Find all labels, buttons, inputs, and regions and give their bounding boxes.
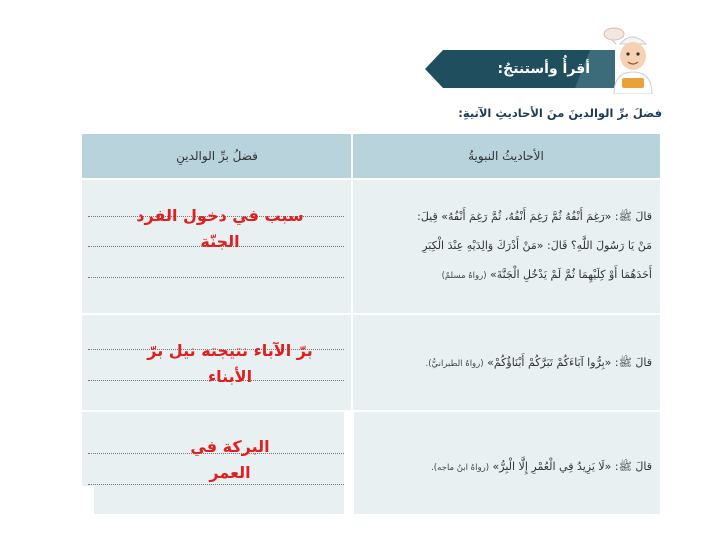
page-gap [344, 410, 354, 514]
header-virtue: فضلُ برِّ الوالدينِ [176, 149, 258, 163]
hadith-line: قالَ ﷺ: «رَغِمَ أَنْفُهُ ثُمَّ رَغِمَ أَنْفُهُ، ثُمَّ رَغِمَ أَنْفُهُ» قِيلَ: [417, 210, 652, 223]
header-hadith: الأحاديثُ النبويةُ [468, 149, 544, 163]
section-title: أقرأُ وأستنتجُ: [497, 61, 590, 77]
answer-text: برّ الآباء نتيجته نيل برّ الأبناء [147, 341, 313, 386]
instruction-text: فضلَ برِّ الوالدينَ منَ الأحاديثِ الآتيةِ: [458, 106, 662, 120]
row-divider [82, 313, 660, 315]
row-divider [82, 178, 660, 180]
answer-line [88, 277, 344, 278]
hadith-line [356, 260, 652, 291]
answer-text: البركة في العمر [190, 437, 270, 482]
hadith-line-text: أَحَدَهُمَا أَوْ كِلَيْهِمَا ثُمَّ لَمْ يَدْخُلِ الْجَنَّةَ» [490, 268, 652, 281]
hadith-text [356, 202, 652, 291]
hadith-line [356, 348, 652, 379]
row-divider [82, 410, 660, 412]
hadith-source: (رواهُ ابنُ ماجه). [431, 463, 490, 473]
hadith-text [356, 348, 652, 379]
hadith-line-text: قالَ ﷺ: «لَا يَزِيدُ فِي الْعُمْرِ إِلَّا الْبِرُّ» [492, 460, 652, 473]
answer-text: سبب في دخول الفرد الجنّة [136, 206, 304, 251]
hadith-line: مَنْ يَا رَسُولَ اللَّهِ؟ قَالَ: «مَنْ أَدْرَكَ وَالِدَيْهِ عِنْدَ الْكِبَرِ [422, 239, 652, 252]
hadith-source: (رواهُ الطبرانيُّ). [425, 359, 484, 369]
page-gap [82, 486, 94, 514]
hadith-text [356, 452, 652, 483]
hadith-line [356, 452, 652, 483]
boy-reader-icon [600, 22, 660, 94]
hadith-source: (رواهُ مسلمٌ) [441, 271, 487, 281]
hadith-line-text: قالَ ﷺ: «بِرُّوا آبَاءَكُمْ تَبَرَّكُمْ أَبْنَاؤُكُمْ» [487, 356, 652, 369]
